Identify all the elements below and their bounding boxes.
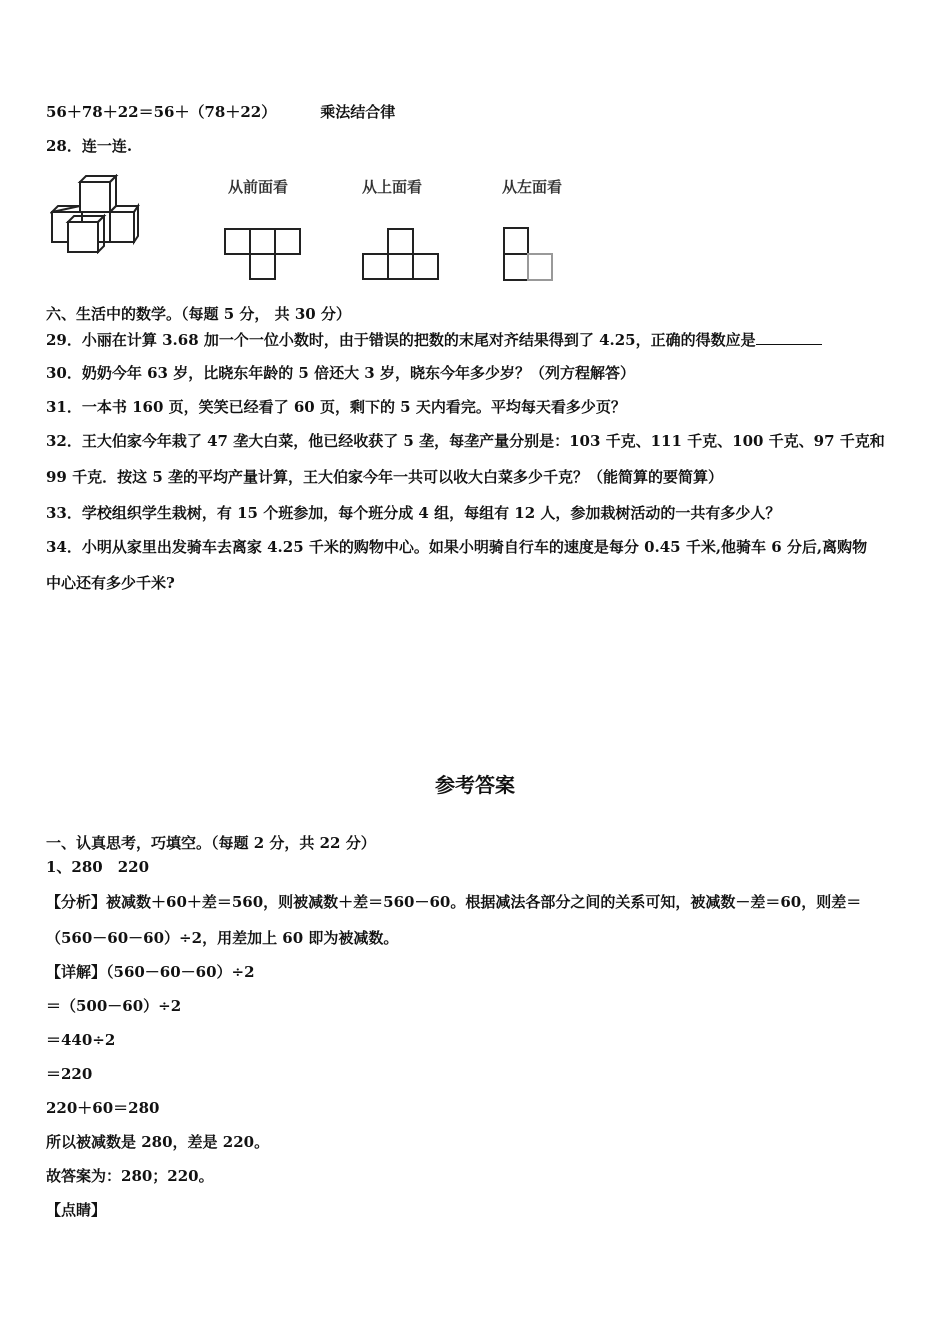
q27-line bbox=[46, 102, 395, 122]
analysis-line-2: （560－60－60）÷2，用差加上 60 即为被减数。 bbox=[46, 929, 399, 947]
q28-title: 28．连一连. bbox=[46, 137, 133, 155]
q27-law: 乘法结合律 bbox=[320, 103, 396, 121]
answers-section-one: 一、认真思考，巧填空。（每题 2 分，共 22 分） bbox=[46, 834, 376, 852]
top-view-label: 从上面看 bbox=[362, 178, 423, 196]
q34-line-2: 中心还有多少千米? bbox=[46, 574, 175, 592]
q29-answer-blank[interactable] bbox=[756, 330, 822, 345]
view-figure-1 bbox=[224, 228, 304, 282]
conclusion-line: 所以被减数是 280，差是 220。 bbox=[46, 1133, 270, 1151]
q32-line-1: 32．王大伯家今年栽了 47 垄大白菜，他已经收获了 5 垄，每垄产量分别是：103 千克、111 千克、100 千克、97 千克和 bbox=[46, 432, 885, 450]
view-figure-2 bbox=[362, 228, 442, 282]
q27-expression: 56＋78＋22＝56＋（78＋22） bbox=[46, 103, 277, 121]
calc-step-3: ＝220 bbox=[46, 1065, 93, 1083]
view-figure-3 bbox=[502, 226, 558, 282]
cube-stack-figure bbox=[50, 174, 150, 254]
left-view-label: 从左面看 bbox=[502, 178, 563, 196]
detail-line: 【详解】（560－60－60）÷2 bbox=[46, 963, 255, 981]
section-six-heading: 六、生活中的数学。（每题 5 分， 共 30 分） bbox=[46, 305, 351, 323]
final-answer-line: 故答案为：280；220。 bbox=[46, 1167, 214, 1185]
calc-step-2: ＝440÷2 bbox=[46, 1031, 116, 1049]
q31: 31．一本书 160 页，笑笑已经看了 60 页，剩下的 5 天内看完。平均每天看多少页？ bbox=[46, 398, 626, 416]
calc-step-1: ＝（500－60）÷2 bbox=[46, 997, 182, 1015]
q32-line-2: 99 千克．按这 5 垄的平均产量计算，王大伯家今年一共可以收大白菜多少千克？（能简算的要简算） bbox=[46, 468, 723, 486]
q29 bbox=[46, 330, 822, 350]
analysis-line-1: 【分析】被减数＋60＋差＝560，则被减数＋差＝560－60。根据减法各部分之间的关系可知，被减数－差＝60，则差＝ bbox=[46, 893, 862, 911]
q33: 33．学校组织学生栽树，有 15 个班参加，每个班分成 4 组，每组有 12 人，参加栽树活动的一共有多少人？ bbox=[46, 504, 781, 522]
front-view-label: 从前面看 bbox=[228, 178, 289, 196]
comment-heading: 【点睛】 bbox=[46, 1201, 107, 1219]
answers-title: 参考答案 bbox=[435, 773, 515, 797]
q34-line-1: 34．小明从家里出发骑车去离家 4.25 千米的购物中心。如果小明骑自行车的速度是每分 0.45 千米,他骑车 6 分后,离购物 bbox=[46, 538, 868, 556]
q30: 30．奶奶今年 63 岁，比晓东年龄的 5 倍还大 3 岁，晓东今年多少岁？（列方程解答） bbox=[46, 364, 635, 382]
calc-step-4: 220＋60＝280 bbox=[46, 1099, 160, 1117]
q29-text: 29．小丽在计算 3.68 加一个一位小数时，由于错误的把数的末尾对齐结果得到了 4.25，正确的得数应是 bbox=[46, 331, 756, 349]
answer-1: 1、280 220 bbox=[46, 858, 150, 876]
